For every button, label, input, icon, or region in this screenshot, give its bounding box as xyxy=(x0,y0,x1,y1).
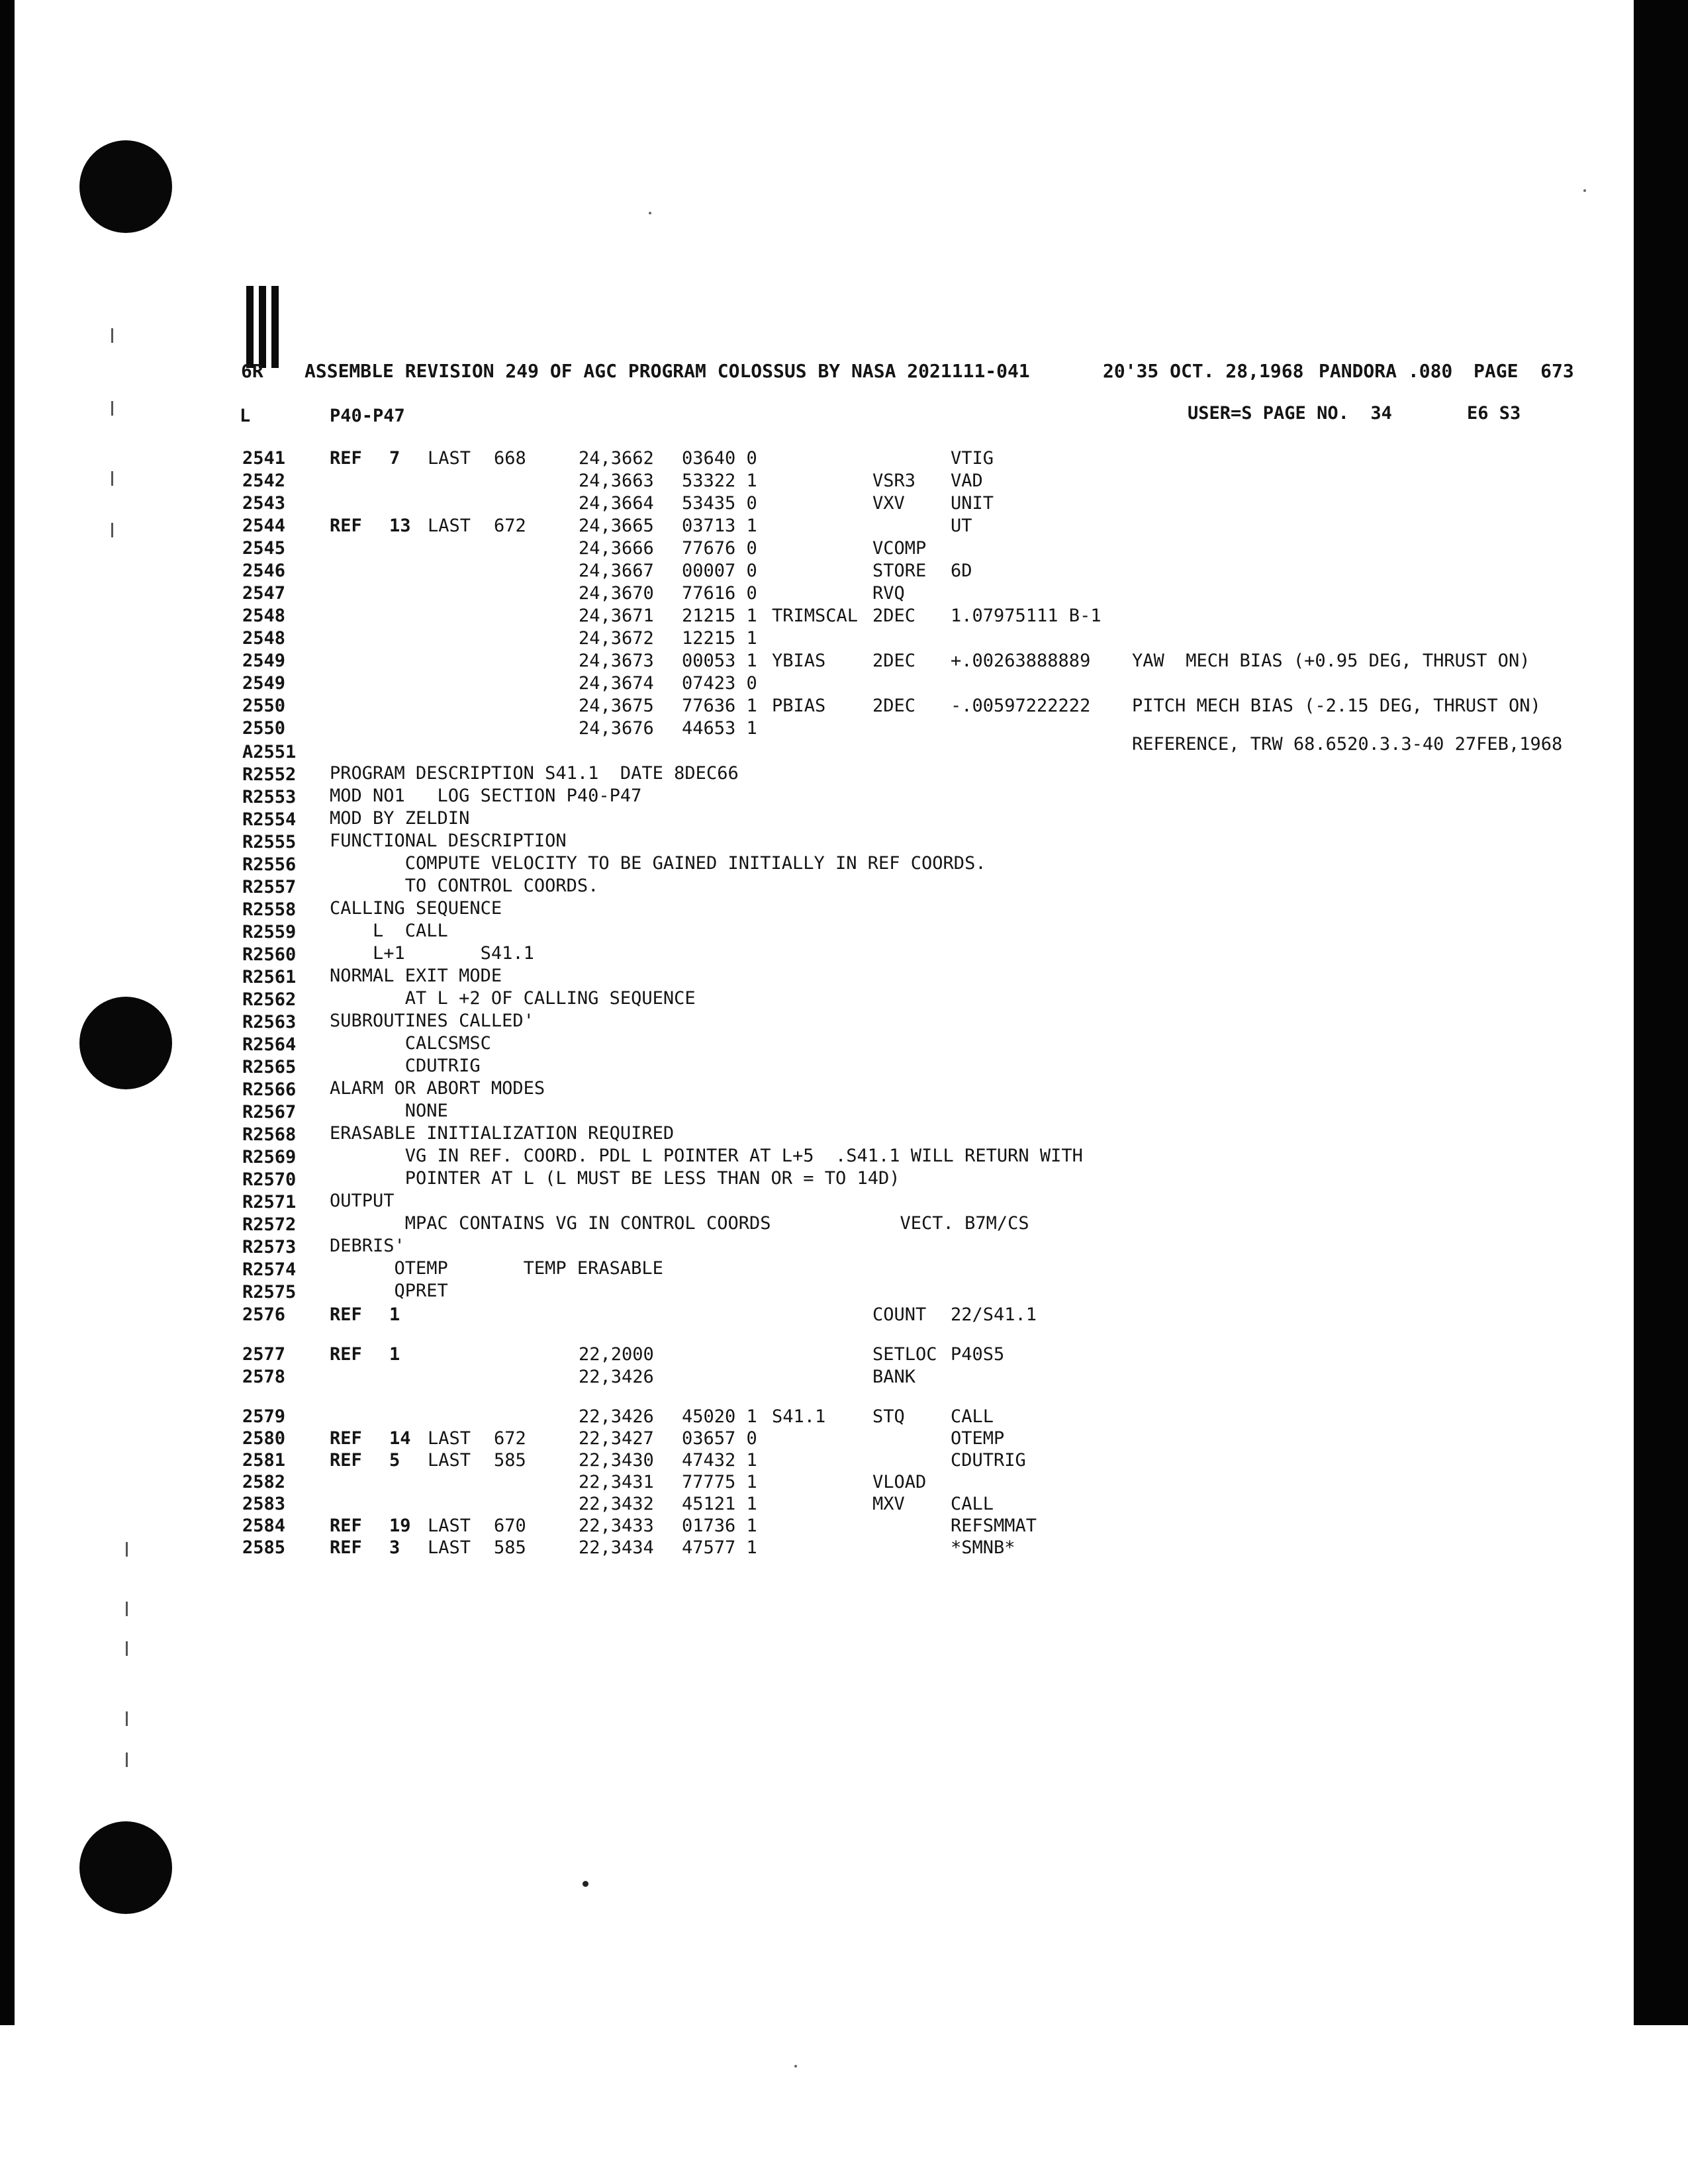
listing-operand: VTIG xyxy=(951,448,994,469)
listing-ln: 2580 xyxy=(242,1428,286,1449)
remark-text: DEBRIS' xyxy=(330,1236,405,1256)
listing-addr: 24,3667 xyxy=(579,561,654,581)
listing-oct: 01736 1 xyxy=(682,1516,757,1536)
remark-line-number: A2551 xyxy=(242,742,297,762)
listing-oct: 77616 0 xyxy=(682,583,757,604)
listing-addr: 22,3431 xyxy=(579,1472,654,1492)
listing-addr: 24,3672 xyxy=(579,628,654,649)
listing-addr: 22,3426 xyxy=(579,1406,654,1427)
listing-addr: 24,3675 xyxy=(579,696,654,716)
listing-num: 3 xyxy=(389,1537,400,1558)
listing-ln: 2578 xyxy=(242,1367,286,1387)
listing-comment: PITCH MECH BIAS (-2.15 DEG, THRUST ON) xyxy=(1132,696,1541,716)
listing-addr: 22,3432 xyxy=(579,1494,654,1514)
listing-comment: YAW MECH BIAS (+0.95 DEG, THRUST ON) xyxy=(1132,651,1530,671)
scan-tick xyxy=(126,1752,128,1767)
remark-line-number: R2562 xyxy=(242,989,297,1010)
listing-lastn: 585 xyxy=(494,1450,526,1471)
scan-speck xyxy=(649,212,651,214)
remark-text: L+1 S41.1 xyxy=(330,943,534,964)
scan-tick xyxy=(126,1602,128,1616)
listing-last: LAST xyxy=(428,1428,471,1449)
scan-speck xyxy=(583,1881,588,1887)
listing-oct: 77636 1 xyxy=(682,696,757,716)
listing-lastn: 672 xyxy=(494,516,526,536)
user-page-number: USER=S PAGE NO. 34 xyxy=(1188,403,1392,424)
listing-addr: 24,3673 xyxy=(579,651,654,671)
listing-oct: 00007 0 xyxy=(682,561,757,581)
listing-op: MXV xyxy=(872,1494,905,1514)
listing-addr: 24,3670 xyxy=(579,583,654,604)
listing-operand: OTEMP xyxy=(951,1428,1005,1449)
listing-operand: UT xyxy=(951,516,972,536)
remark-line-number: R2568 xyxy=(242,1124,297,1145)
listing-lastn: 668 xyxy=(494,448,526,469)
remark-line-number: R2552 xyxy=(242,764,297,785)
listing-operand: CALL xyxy=(951,1494,994,1514)
listing-ln: 2544 xyxy=(242,516,286,536)
listing-last: LAST xyxy=(428,516,471,536)
punch-hole xyxy=(79,140,172,233)
remark-line-number: R2553 xyxy=(242,787,297,807)
remark-text: NORMAL EXIT MODE xyxy=(330,966,502,986)
scan-tick xyxy=(111,523,113,537)
listing-addr: 22,3433 xyxy=(579,1516,654,1536)
listing-ln: 2576 xyxy=(242,1304,286,1325)
remark-text: SUBROUTINES CALLED' xyxy=(330,1011,534,1031)
remark-text: MOD BY ZELDIN xyxy=(330,808,470,829)
listing-oct: 47577 1 xyxy=(682,1537,757,1558)
remark-line-number: R2571 xyxy=(242,1192,297,1212)
listing-op: STQ xyxy=(872,1406,905,1427)
listing-oct: 03640 0 xyxy=(682,448,757,469)
listing-ref: REF xyxy=(330,1516,362,1536)
listing-ln: 2584 xyxy=(242,1516,286,1536)
scan-tick xyxy=(111,328,113,343)
listing-operand: 22/S41.1 xyxy=(951,1304,1037,1325)
listing-num: 13 xyxy=(389,516,411,536)
listing-ln: 2545 xyxy=(242,538,286,559)
remark-line-number: R2572 xyxy=(242,1214,297,1235)
listing-addr: 22,3430 xyxy=(579,1450,654,1471)
remark-text: OUTPUT xyxy=(330,1191,395,1211)
remark-line-number: R2574 xyxy=(242,1259,297,1280)
listing-addr: 24,3662 xyxy=(579,448,654,469)
section-name: P40-P47 xyxy=(330,406,405,426)
remark-text: PROGRAM DESCRIPTION S41.1 DATE 8DEC66 xyxy=(330,763,739,784)
binder-mark xyxy=(246,286,279,368)
listing-ln: 2547 xyxy=(242,583,286,604)
listing-lastn: 670 xyxy=(494,1516,526,1536)
listing-ln: 2583 xyxy=(242,1494,286,1514)
listing-oct: 03713 1 xyxy=(682,516,757,536)
scan-tick xyxy=(111,401,113,416)
listing-operand: CDUTRIG xyxy=(951,1450,1026,1471)
remark-text: NONE xyxy=(330,1101,448,1121)
remark-text: ERASABLE INITIALIZATION REQUIRED xyxy=(330,1123,675,1144)
listing-label: TRIMSCAL xyxy=(772,606,859,626)
header-system: PANDORA .080 xyxy=(1319,360,1453,382)
punch-hole xyxy=(79,997,172,1089)
listing-ref: REF xyxy=(330,1428,362,1449)
remark-line-number: R2560 xyxy=(242,944,297,965)
listing-op: VLOAD xyxy=(872,1472,927,1492)
listing-operand: *SMNB* xyxy=(951,1537,1015,1558)
listing-addr: 24,3664 xyxy=(579,493,654,514)
listing-addr: 24,3676 xyxy=(579,718,654,739)
listing-addr: 24,3663 xyxy=(579,471,654,491)
listing-addr: 24,3666 xyxy=(579,538,654,559)
listing-operand: +.00263888889 xyxy=(951,651,1091,671)
remark-line-number: R2561 xyxy=(242,967,297,987)
scan-speck xyxy=(1583,189,1586,192)
scan-right-edge xyxy=(1634,0,1688,2025)
listing-oct: 44653 1 xyxy=(682,718,757,739)
listing-lastn: 585 xyxy=(494,1537,526,1558)
remark-text: TO CONTROL COORDS. xyxy=(330,876,599,896)
listing-ln: 2543 xyxy=(242,493,286,514)
listing-num: 19 xyxy=(389,1516,411,1536)
listing-num: 7 xyxy=(389,448,400,469)
listing-oct: 07423 0 xyxy=(682,673,757,694)
listing-operand: 6D xyxy=(951,561,972,581)
listing-operand: 1.07975111 B-1 xyxy=(951,606,1102,626)
listing-ln: 2546 xyxy=(242,561,286,581)
remark-line-number: R2555 xyxy=(242,832,297,852)
remark-text: AT L +2 OF CALLING SEQUENCE xyxy=(330,988,696,1009)
remark-text: QPRET xyxy=(330,1281,448,1301)
listing-op: 2DEC xyxy=(872,651,916,671)
remark-line-number: R2557 xyxy=(242,877,297,897)
remark-text: MPAC CONTAINS VG IN CONTROL COORDS VECT. B7M/CS xyxy=(330,1213,1029,1234)
remark-line-number: R2564 xyxy=(242,1034,297,1055)
listing-addr: 24,3665 xyxy=(579,516,654,536)
listing-op: RVQ xyxy=(872,583,905,604)
listing-oct: 53435 0 xyxy=(682,493,757,514)
listing-op: 2DEC xyxy=(872,696,916,716)
listing-num: 1 xyxy=(389,1344,400,1365)
listing-ln: 2581 xyxy=(242,1450,286,1471)
listing-ref: REF xyxy=(330,448,362,469)
listing-ln: 2549 xyxy=(242,673,286,694)
scan-left-edge xyxy=(0,0,15,2025)
listing-op: VXV xyxy=(872,493,905,514)
header-title: ASSEMBLE REVISION 249 OF AGC PROGRAM COLOSSUS BY NASA 2021111-041 xyxy=(305,360,1030,382)
remark-line-number: R2554 xyxy=(242,809,297,830)
punch-hole xyxy=(79,1821,172,1914)
remark-text: OTEMP TEMP ERASABLE xyxy=(330,1258,663,1279)
listing-ref: REF xyxy=(330,1344,362,1365)
listing-ln: 2542 xyxy=(242,471,286,491)
listing-ln: 2548 xyxy=(242,628,286,649)
remark-text: VG IN REF. COORD. PDL L POINTER AT L+5 .S41.1 WILL RETURN WITH xyxy=(330,1146,1083,1166)
listing-ln: 2550 xyxy=(242,718,286,739)
listing-operand: REFSMMAT xyxy=(951,1516,1037,1536)
listing-label: S41.1 xyxy=(772,1406,826,1427)
listing-ln: 2550 xyxy=(242,696,286,716)
listing-operand: VAD xyxy=(951,471,983,491)
listing-num: 5 xyxy=(389,1450,400,1471)
remark-line-number: R2570 xyxy=(242,1169,297,1190)
remark-line-number: R2563 xyxy=(242,1012,297,1032)
listing-operand: -.00597222222 xyxy=(951,696,1091,716)
header-datetime: 20'35 OCT. 28,1968 xyxy=(1103,360,1304,382)
listing-op: VCOMP xyxy=(872,538,927,559)
remark-line-number: R2559 xyxy=(242,922,297,942)
remark-text: CALCSMSC xyxy=(330,1033,491,1054)
listing-last: LAST xyxy=(428,1516,471,1536)
listing-op: STORE xyxy=(872,561,927,581)
listing-oct: 45121 1 xyxy=(682,1494,757,1514)
listing-oct: 53322 1 xyxy=(682,471,757,491)
listing-oct: 45020 1 xyxy=(682,1406,757,1427)
remark-line-number: R2569 xyxy=(242,1147,297,1167)
remark-line-number: R2575 xyxy=(242,1282,297,1302)
listing-last: LAST xyxy=(428,448,471,469)
listing-ref: REF xyxy=(330,516,362,536)
scan-speck xyxy=(794,2065,797,2068)
listing-oct: 77676 0 xyxy=(682,538,757,559)
listing-lastn: 672 xyxy=(494,1428,526,1449)
scan-tick xyxy=(126,1711,128,1726)
remark-line-number: R2567 xyxy=(242,1102,297,1122)
remark-line-number: R2573 xyxy=(242,1237,297,1257)
listing-label: YBIAS xyxy=(772,651,826,671)
remark-text: POINTER AT L (L MUST BE LESS THAN OR = TO 14D) xyxy=(330,1168,900,1189)
listing-ln: 2577 xyxy=(242,1344,286,1365)
remark-text: CALLING SEQUENCE xyxy=(330,898,502,919)
listing-operand: P40S5 xyxy=(951,1344,1005,1365)
listing-oct: 00053 1 xyxy=(682,651,757,671)
listing-oct: 47432 1 xyxy=(682,1450,757,1471)
listing-addr: 24,3671 xyxy=(579,606,654,626)
listing-addr: 22,2000 xyxy=(579,1344,654,1365)
remark-text: FUNCTIONAL DESCRIPTION xyxy=(330,831,567,851)
listing-num: 1 xyxy=(389,1304,400,1325)
listing-addr: 22,3427 xyxy=(579,1428,654,1449)
remark-line-number: R2558 xyxy=(242,899,297,920)
listing-oct: 77775 1 xyxy=(682,1472,757,1492)
listing-ln: 2582 xyxy=(242,1472,286,1492)
listing-ln: 2579 xyxy=(242,1406,286,1427)
listing-ref: REF xyxy=(330,1537,362,1558)
listing-label: PBIAS xyxy=(772,696,826,716)
remark-line-number: R2565 xyxy=(242,1057,297,1077)
scan-tick xyxy=(126,1641,128,1656)
remark-line-number: R2556 xyxy=(242,854,297,875)
listing-op: COUNT xyxy=(872,1304,927,1325)
remark-line-number: R2566 xyxy=(242,1079,297,1100)
header-page: PAGE 673 xyxy=(1474,360,1574,382)
listing-addr: 22,3434 xyxy=(579,1537,654,1558)
remark-text: MOD NO1 LOG SECTION P40-P47 xyxy=(330,786,642,806)
listing-addr: 22,3426 xyxy=(579,1367,654,1387)
listing-last: LAST xyxy=(428,1537,471,1558)
scan-tick xyxy=(126,1542,128,1557)
listing-oct: 21215 1 xyxy=(682,606,757,626)
remark-text: L CALL xyxy=(330,921,448,941)
listing-op: BANK xyxy=(872,1367,916,1387)
listing-num: 14 xyxy=(389,1428,411,1449)
listing-ref: REF xyxy=(330,1304,362,1325)
listing-op: SETLOC xyxy=(872,1344,937,1365)
remark-text: ALARM OR ABORT MODES xyxy=(330,1078,545,1099)
header-mark: 6R xyxy=(241,360,263,382)
listing-oct: 12215 1 xyxy=(682,628,757,649)
reference-note: REFERENCE, TRW 68.6520.3.3-40 27FEB,1968 xyxy=(1132,734,1563,754)
listing-ln: 2585 xyxy=(242,1537,286,1558)
listing-oct: 03657 0 xyxy=(682,1428,757,1449)
remark-text: COMPUTE VELOCITY TO BE GAINED INITIALLY IN REF COORDS. xyxy=(330,853,986,874)
listing-op: VSR3 xyxy=(872,471,916,491)
page-code: E6 S3 xyxy=(1467,403,1521,424)
listing-ln: 2541 xyxy=(242,448,286,469)
listing-addr: 24,3674 xyxy=(579,673,654,694)
listing-ln: 2548 xyxy=(242,606,286,626)
subheader-l: L xyxy=(240,406,251,426)
listing-operand: CALL xyxy=(951,1406,994,1427)
scan-tick xyxy=(111,471,113,486)
listing-op: 2DEC xyxy=(872,606,916,626)
remark-text: CDUTRIG xyxy=(330,1056,481,1076)
listing-ref: REF xyxy=(330,1450,362,1471)
listing-ln: 2549 xyxy=(242,651,286,671)
listing-last: LAST xyxy=(428,1450,471,1471)
listing-operand: UNIT xyxy=(951,493,994,514)
